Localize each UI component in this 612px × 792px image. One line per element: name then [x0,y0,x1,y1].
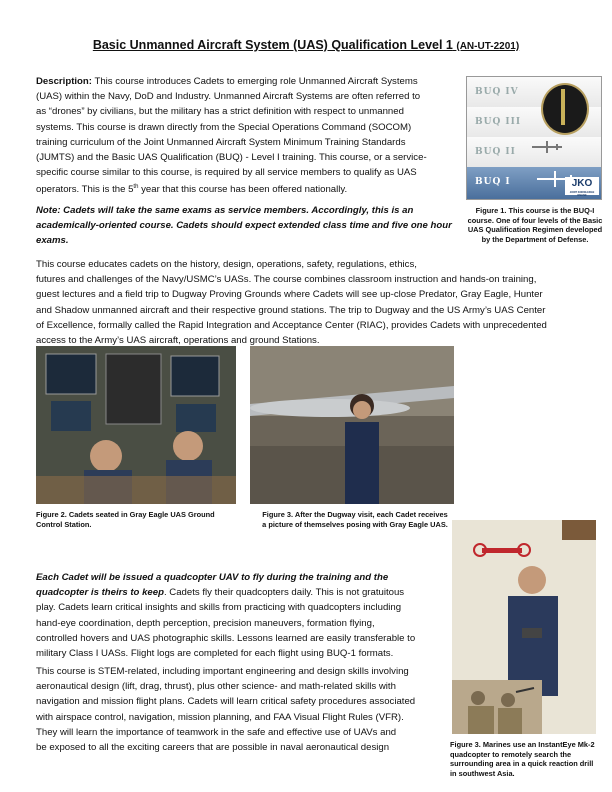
figure1-buq-graphic [466,76,602,200]
buq-row-highlighted: BUQ I [467,167,601,199]
figure3b-caption: Figure 3. Marines use an InstantEye Mk-2 quadcopter to remotely search the surrounding area in a quick reaction drill in southwest Asia. [450,740,595,778]
description-label: Description: [36,76,92,87]
title-main: Basic Unmanned Aircraft System (UAS) Qualification Level 1 [92,38,453,52]
buq-row: BUQ IV [467,77,601,111]
page-title [0,38,612,52]
socom-emblem-icon [541,83,589,135]
course-code: (AN-UT-2201) [456,41,520,52]
description-line: operators. This is the 5th year that this course has been offered nationally. [36,184,348,196]
description-line: (UAS) within the Navy, DoD and Industry. Unmanned Aircraft Systems are often referred to [36,91,421,103]
description-line: (JUMTS) and the Basic UAS Qualification (BUQ) - Level I training. This course, or a service- [36,152,427,164]
description-line: training curriculum of the Joint Unmanned Aircraft System Minimum Training Standards [36,136,406,148]
figure2-photo [36,346,236,504]
dagger-icon [561,89,565,125]
buq-row: BUQ II [467,137,601,171]
description-line: as “drones” by civilians, but the military has a strict definition with respect to unmanned [36,106,404,118]
description-line: This course introduces Cadets to emerging role Unmanned Aircraft Systems [94,76,418,87]
figure3-photo-quadcopter [452,520,596,734]
stem-paragraph: This course is STEM-related, including important engineering and design skills involving aeronautical design (lift, drag, thrust), plus other science- and math-related skills with navigation and mission flight plans. Cadets will learn critical safety procedures associated with airspace control, navigation, mission planning, and FAA Visual Flight Rules (VFR). They will learn the importance of teamwork in the safe and effective use of UAVs and be exposed to all the exciting careers that are possible in naval aeronautical design [36,666,416,754]
description-line: systems. This course is drawn directly from the Special Operations Command (SOCOM) [36,121,412,133]
figure3-caption: Figure 3. After the Dugway visit, each Cadet receives a picture of themselves posing with Gray Eagle UAS. [262,510,448,529]
figure1-caption: Figure 1. This course is the BUQ-I course. One of four levels of the Basic UAS Qualification Regimen developed by the Department of Defense. [467,206,603,244]
description-line: specific course similar to this course, is required by all service members to qualify as UAS [36,167,417,179]
course-paragraph: This course educates cadets on the history, design, operations, safety, regulations, ethics, futures and challenges of the Navy/USMC’s UASs. The course combines classroom instruction and hands-on training, guest lectures and a field trip to Dugway Proving Grounds where Cadets will see up-close Predator, Gray Eagle, Hunter and Shadow unmanned aircraft and their respective ground stations. The trip to Dugway and the US Army’s UAS Center of Excellence, formally called the Rapid Integration and Acceptance Center (RIAC), provides Cadets with unprecedented access to the Army’s UAS aircraft, operations and ground Stations. [36,259,547,347]
note-paragraph: Note: Cadets will take the same exams as service members. Accordingly, this is an academically-oriented course. Cadets should expect extended class time and five one hour exams. [36,205,452,247]
buq-row: BUQ III [467,107,601,141]
description-paragraph [36,74,456,198]
quadcopter-paragraph: Each Cadet will be issued a quadcopter UAV to fly during the training and the quadcopter is theirs to keep. Cadets fly their quadcopters daily. This is not gratuitous play. Cadets learn critical insights and skills from practicing with quadcopters including hand-eye coordination, depth perception, precision maneuvers, formation flying, controlled hovers and UAS photographic skills. Lessons learned are easily transferable to military Class I UASs. Flight logs are completed for each flight using BUQ-1 formats. [36,572,416,660]
figure3-photo-gray-eagle [250,346,454,504]
quadcopter-icon [474,544,530,556]
jko-badge: JKO JOINT KNOWLEDGE ONLINE [565,177,599,195]
figure2-caption: Figure 2. Cadets seated in Gray Eagle UAS Ground Control Station. [36,510,215,529]
